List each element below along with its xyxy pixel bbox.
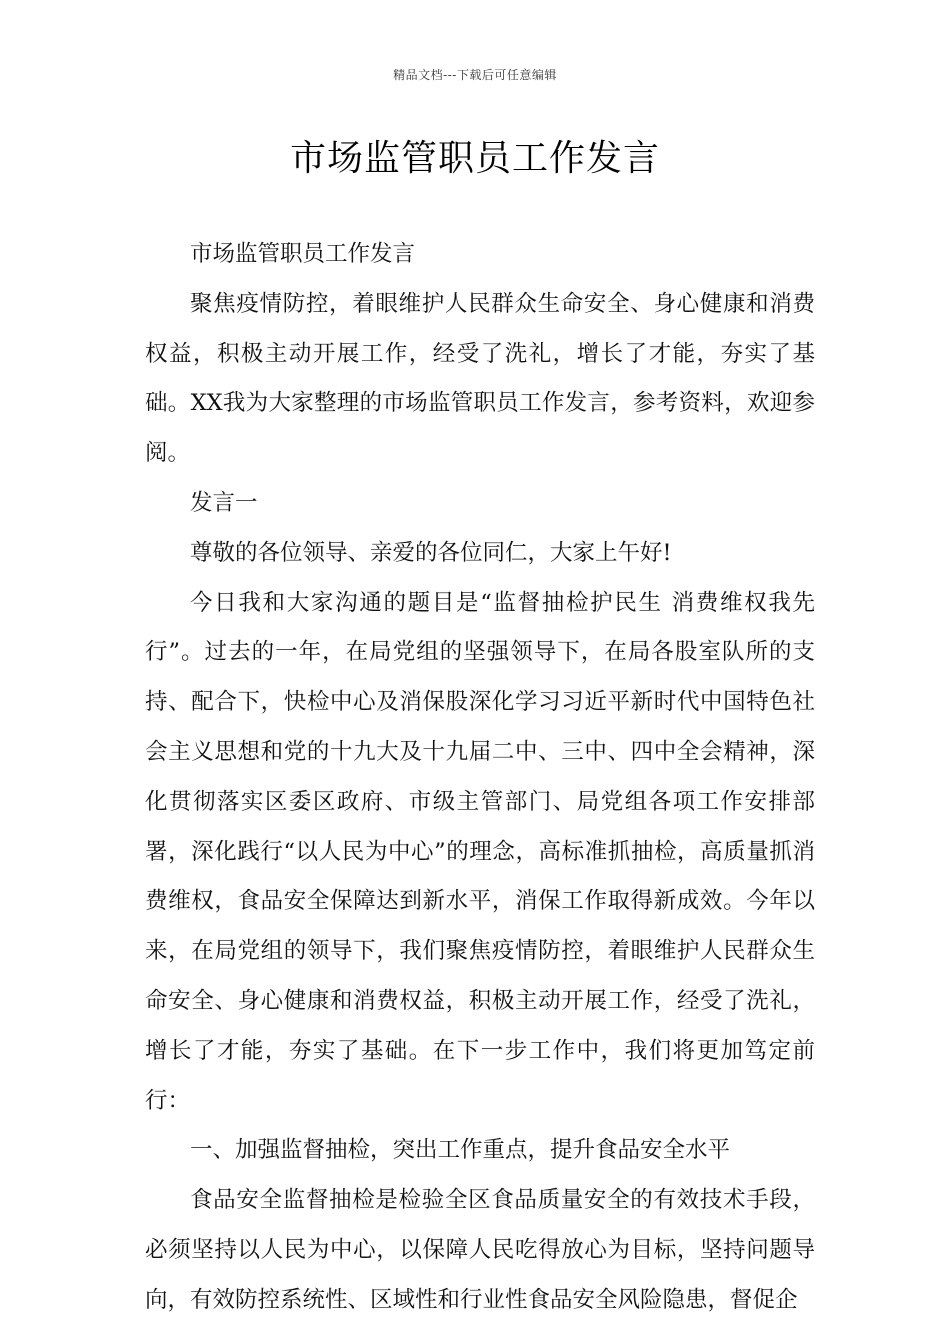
document-title: 市场监管职员工作发言 <box>289 138 660 179</box>
document-body <box>145 230 815 1326</box>
paragraph-main: 今日我和大家沟通的题目是“监督抽检护民生 消费维权我先行”。过去的一年，在局党组的坚强领导下，在局各股室队所的支持、配合下，快检中心及消保股深化学习习近平新时代中国特色社会主义思想和党的十九大及十九届二中、三中、四中全会精神，深化贯彻落实区委区政府、市级主管部门、局党组各项工作安排部署，深化践行“以人民为中心”的理念，高标准抓抽检，高质量抓消费维权，食品安全保障达到新水平，消保工作取得新成效。今年以来，在局党组的领导下，我们聚焦疫情防控，着眼维护人民群众生命安全、身心健康和消费权益，积极主动开展工作，经受了洗礼，增长了才能，夯实了基础。在下一步工作中，我们将更加笃定前行： <box>145 589 815 1114</box>
paragraph-subtitle: 市场监管职员工作发言 <box>190 241 416 267</box>
header-note: 精品文档---下载后可任意编辑 <box>393 68 557 82</box>
paragraph-speech-heading: 发言一 <box>190 489 258 516</box>
paragraph-section-body: 食品安全监督抽检是检验全区食品质量安全的有效技术手段，必须坚持以人民为中心，以保障人民吃得放心为目标，坚持问题导向，有效防控系统性、区域性和行业性食品安全风险隐患，督促企 <box>145 1187 815 1313</box>
paragraph-greeting: 尊敬的各位领导、亲爱的各位同仁，大家上午好! <box>190 539 672 566</box>
paragraph-section-heading: 一、加强监督抽检，突出工作重点，提升食品安全水平 <box>190 1137 731 1164</box>
paragraph-intro: 聚焦疫情防控，着眼维护人民群众生命安全、身心健康和消费权益，积极主动开展工作，经受了洗礼，增长了才能，夯实了基础。XX我为大家整理的市场监管职员工作发言，参考资料，欢迎参阅。 <box>145 290 815 467</box>
